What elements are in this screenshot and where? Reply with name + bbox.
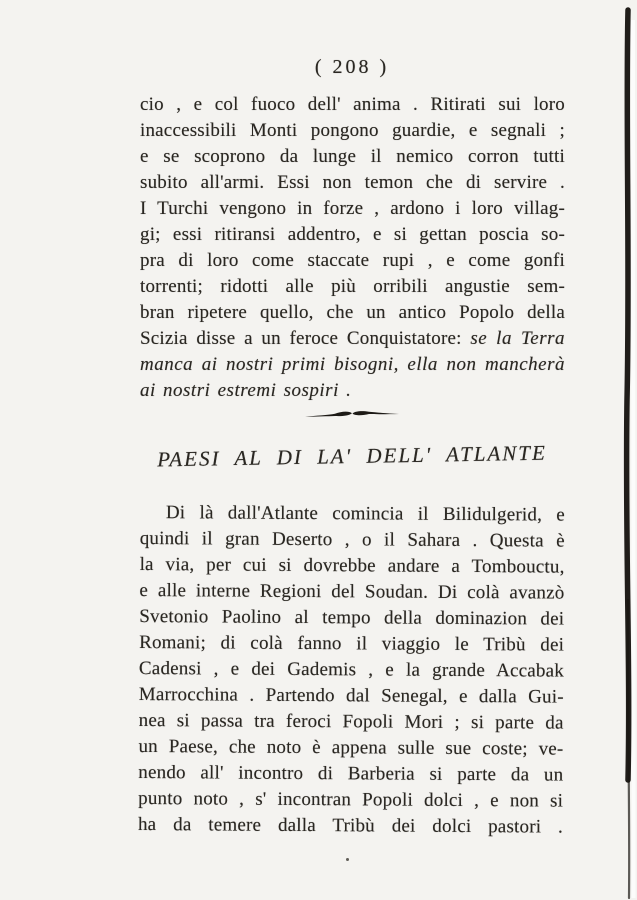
scan-speck [346,858,349,861]
text-line: cio , e col fuoco dell' anima . Ritirati sui loro [140,94,565,115]
text-italic-segment: se la Terra [470,328,565,349]
text-line: punto noto , s' incontran Popoli dolci , e non si [138,787,564,812]
text-line: e se scoprono da lunge il nemico corron tutti [140,146,565,167]
text-line: Romani; di colà fanno il viaggio le Tribù dei [139,631,565,656]
text-line: I Turchi vengono in forze , ardono i loro villag- [140,198,565,219]
tapered-rule-ornament-icon [304,404,400,423]
section-heading: PAESI AL DI LA' DELL' ATLANTE [156,440,547,472]
text-line: ha da temere dalla Tribù dei dolci pastori . [137,813,564,838]
text-line: torrenti; ridotti alle più orribili angustie sem- [140,276,565,297]
text-line-mixed [140,326,565,352]
text-line: un Paese, che noto è appena sulle sue coste; ve- [138,735,564,760]
paragraph-paesi [138,500,565,841]
text-line: Svetonio Paolino al tempo della dominazion dei [139,605,565,630]
text-line: inaccessibili Monti pongono guardie, e segnali ; [140,120,565,141]
text-line: pra di loro come staccate rupi , e come gonfi [140,250,565,271]
text-line-italic: ai nostri estremi sospiri . [140,380,352,401]
text-line: gi; essi ritiransi addentro, e si gettan poscia so- [140,224,565,245]
text-line: nea si passa tra feroci Fopoli Mori ; si parte da [138,709,564,734]
text-line: e alle interne Regioni del Soudan. Di colà avanzò [139,579,565,604]
text-roman-segment: Scizia disse a un feroce Conquistatore: [140,328,471,349]
text-line: quindi il gran Deserto , o il Sahara . Questa è [139,527,565,552]
text-line: bran ripetere quello, che un antico Popolo della [140,302,565,323]
page-number: ( 208 ) [314,56,390,78]
text-line: Cadensi , e dei Gademis , e la grande Accabak [138,657,565,682]
text-line: nendo all' incontro di Barberia si parte da un [138,761,564,786]
text-line: subito all'armi. Essi non temon che di servire . [140,172,565,193]
text-line-italic: manca ai nostri primi bisogni, ella non mancherà [140,354,565,375]
text-line: la via, per cui si dovrebbe andare a Tombouctu, [139,553,565,578]
text-line: Di là dall'Atlante comincia il Bilidulgerid, e [165,502,565,526]
paragraph-section-end [140,92,565,404]
text-line: Marrocchina . Partendo dal Senegal, e dalla Gui- [138,683,564,708]
